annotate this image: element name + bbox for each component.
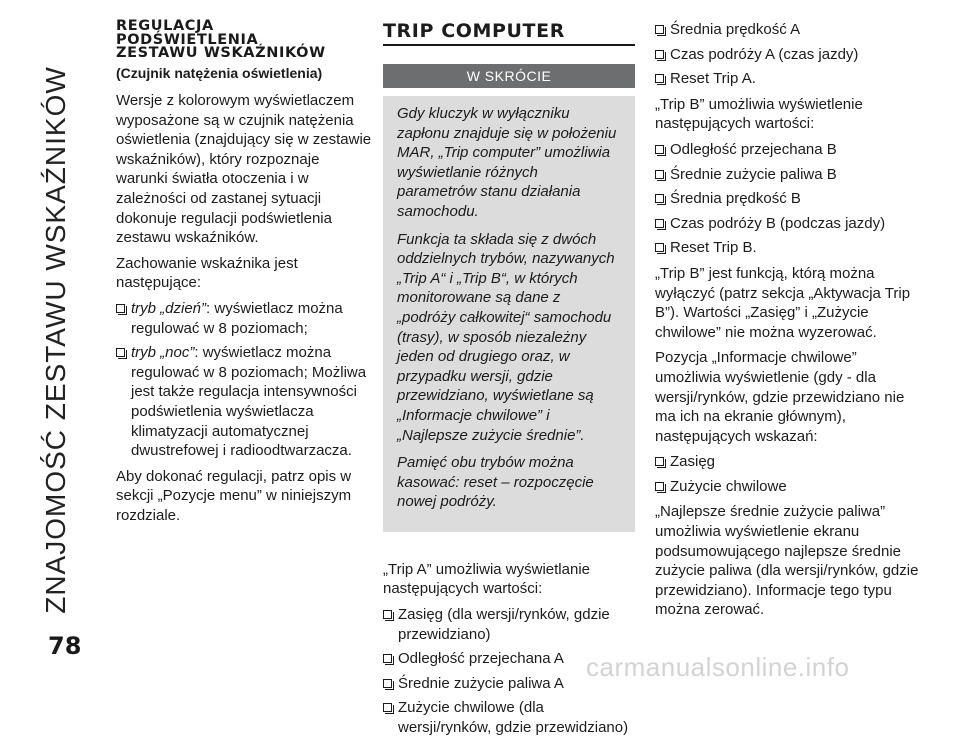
list-item xyxy=(655,189,920,209)
list-item-text: Średnia prędkość B xyxy=(670,190,801,208)
list-item xyxy=(383,605,635,644)
paragraph: Aby dokonać regulacji, patrz opis w sekcji „Pozycje menu” w niniejszym rozdziale. xyxy=(116,467,352,524)
list-item xyxy=(116,343,372,461)
list-item-text: Odległość przejechana B xyxy=(670,140,837,158)
heading-line: PODŚWIETLENIA xyxy=(116,31,259,48)
list-item xyxy=(655,238,920,258)
list-item-text: Zużycie chwilowe xyxy=(670,477,787,495)
column-middle xyxy=(383,20,635,744)
info-list xyxy=(655,452,920,496)
list-item-text: Zużycie chwilowe (dla wersji/rynków, gdzie przewidziano) xyxy=(398,699,629,737)
checkbox-bullet-icon xyxy=(383,654,392,663)
paragraph: „Najlepsze średnie zużycie paliwa” umożliwia wyświetlenie ekranu podsumowującego najlepsze średnie zużycie paliwa (dla wersji/rynków, gdzie przewidziano). Informacje tego typu można zerować. xyxy=(655,503,919,619)
trip-a-list-cont xyxy=(655,20,920,89)
list-item xyxy=(655,45,920,65)
list-item-text: Średnie zużycie paliwa B xyxy=(670,165,837,183)
list-item-text: Czas podróży A (czas jazdy) xyxy=(670,45,859,63)
page-number: 78 xyxy=(48,632,82,660)
list-item xyxy=(655,69,920,89)
list-item-text: Średnie zużycie paliwa A xyxy=(398,674,564,692)
list-item xyxy=(116,299,372,338)
list-item xyxy=(383,674,635,694)
heading-line: REGULACJA xyxy=(116,18,214,34)
section-heading-backlight xyxy=(116,20,372,61)
checkbox-bullet-icon xyxy=(383,679,392,688)
list-item xyxy=(655,214,920,234)
checkbox-bullet-icon xyxy=(655,219,664,228)
list-item-text: Reset Trip A. xyxy=(670,70,756,88)
list-item xyxy=(655,452,920,472)
checkbox-bullet-icon xyxy=(655,50,664,59)
checkbox-bullet-icon xyxy=(655,194,664,203)
checkbox-bullet-icon xyxy=(655,170,664,179)
trip-a-list xyxy=(383,605,635,738)
checkbox-bullet-icon xyxy=(655,145,664,154)
paragraph: Wersje z kolorowym wyświetlaczem wyposażone są w czujnik natężenia oświetlenia (znajdujący się w zestawie wskaźników), który rozpoznaje warunki światła otoczenia i w zależności od zastanej sytuacji dokonuje regulacji podświetlenia zestawu wskaźników. xyxy=(116,92,372,247)
list-item-text: Zasięg xyxy=(670,453,716,471)
paragraph: Zachowanie wskaźnika jest następujące: xyxy=(116,254,298,292)
chapter-side-title: ZNAJOMOŚĆ ZESTAWU WSKAŹNIKÓW xyxy=(40,66,71,614)
paragraph: „Trip B” jest funkcją, którą można wyłączyć (patrz sekcja „Aktywacja Trip B”). Wartości „Zasięg” i „Zużycie chwilowe” nie można wyzerować. xyxy=(655,264,911,341)
summary-paragraph: Pamięć obu trybów można kasować: reset – rozpoczęcie nowej podróży. xyxy=(397,454,594,511)
checkbox-bullet-icon xyxy=(655,25,664,34)
watermark: carmanualsonline.info xyxy=(586,652,850,682)
paragraph: Pozycja „Informacje chwilowe” umożliwia wyświetlenie (gdy - dla wersji/rynków, gdzie przewidziano nie ma ich na ekranie głównym), następujących wskazań: xyxy=(655,349,905,445)
list-item xyxy=(655,165,920,185)
list-item-text: Czas podróży B (podczas jazdy) xyxy=(670,214,886,232)
list-item xyxy=(655,140,920,160)
checkbox-bullet-icon xyxy=(116,304,125,313)
list-item-text: Średnia prędkość A xyxy=(670,21,801,38)
list-item xyxy=(383,649,635,669)
summary-paragraph: Funkcja ta składa się z dwóch oddzielnych trybów, nazywanych „Trip A“ i „Trip B“, w których monitorowane są dane z „podróży całkowitej“ samochodu (trasy), w sposób niezależny jeden od drugiego oraz, w przypadku wersji, gdzie przewidziano, wyświetlane są „Informacje chwilowe” i „Najlepsze zużycie średnie”. xyxy=(397,230,615,444)
mode-description: : wyświetlacz można regulować w 8 poziomach; xyxy=(131,300,343,337)
list-item xyxy=(383,698,635,737)
list-item-text: Zasięg (dla wersji/rynków, gdzie przewidziano) xyxy=(398,606,610,643)
summary-title-bar: W SKRÓCIE xyxy=(383,64,635,88)
mode-list xyxy=(116,299,372,461)
section-subheading: (Czujnik natężenia oświetlenia) xyxy=(116,64,323,81)
list-item-text: Reset Trip B. xyxy=(670,239,757,257)
checkbox-bullet-icon xyxy=(383,703,392,712)
summary-paragraph: Gdy kluczyk w wyłączniku zapłonu znajduje się w położeniu MAR, „Trip computer” umożliwia wyświetlanie różnych parametrów stanu działania samochodu. xyxy=(397,105,617,220)
list-item xyxy=(655,477,920,497)
summary-box xyxy=(383,96,635,532)
trip-b-list xyxy=(655,140,920,258)
column-right xyxy=(655,20,920,626)
paragraph: „Trip A” umożliwia wyświetlanie następujących wartości: xyxy=(383,560,590,598)
checkbox-bullet-icon xyxy=(116,348,125,357)
checkbox-bullet-icon xyxy=(655,243,664,252)
list-item xyxy=(655,20,920,40)
checkbox-bullet-icon xyxy=(383,610,392,619)
checkbox-bullet-icon xyxy=(655,457,664,466)
heading-line: ZESTAWU WSKAŹNIKÓW xyxy=(116,45,326,61)
checkbox-bullet-icon xyxy=(655,482,664,491)
checkbox-bullet-icon xyxy=(655,74,664,83)
section-heading-trip-computer: TRIP COMPUTER xyxy=(383,20,635,46)
mode-name: tryb „noc” xyxy=(131,344,195,362)
column-left xyxy=(116,20,372,532)
mode-name: tryb „dzień” xyxy=(131,300,207,318)
list-item-text: Odległość przejechana A xyxy=(398,650,564,668)
mode-description: : wyświetlacz można regulować w 8 poziomach; Możliwa jest także regulacja intensywności podświetlenia wyświetlacza klimatyzacji automatycznej dwustrefowej i radioodtwarzacza. xyxy=(131,344,367,460)
paragraph: „Trip B” umożliwia wyświetlenie następujących wartości: xyxy=(655,95,863,133)
